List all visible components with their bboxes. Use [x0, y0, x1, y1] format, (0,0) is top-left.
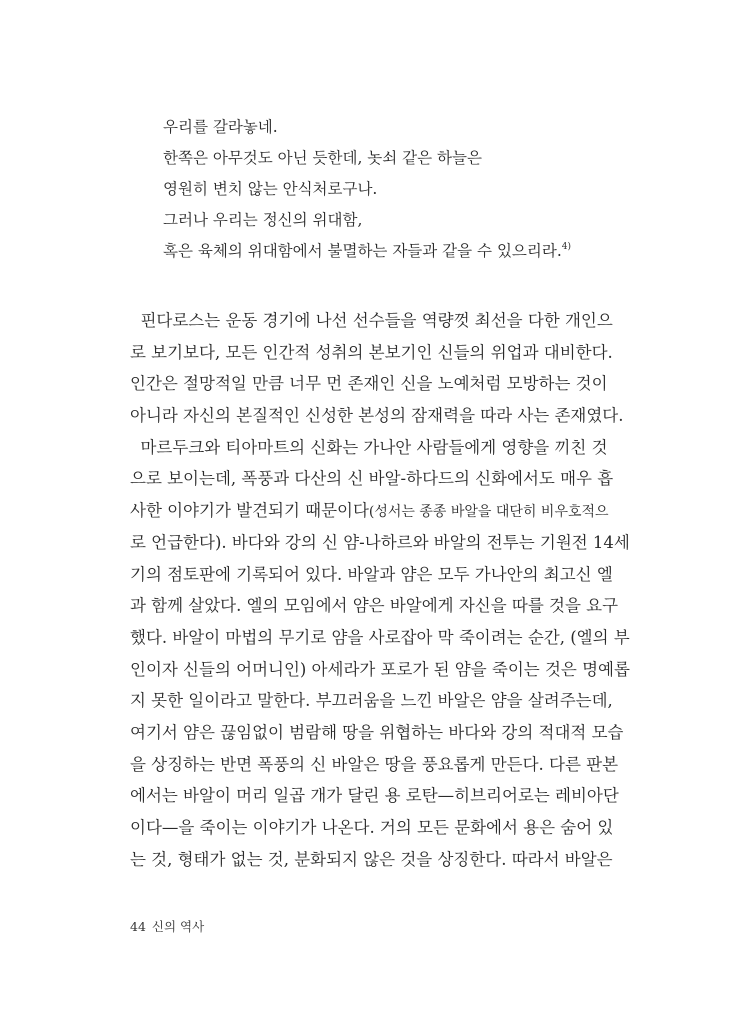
- poem-line: 영원히 변치 않는 안식처로구나.: [163, 180, 378, 198]
- poem-line-text: 혹은 육체의 위대함에서 불멸하는 자들과 같을 수 있으리라.: [163, 242, 562, 260]
- text-line: 에서는 바알이 머리 일곱 개가 달린 용 로탄—히브리어로는 레비아단: [130, 786, 619, 806]
- running-title: 신의 역사: [151, 919, 205, 934]
- text-line: 인간은 절망적일 만큼 너무 먼 존재인 신을 노예처럼 모방하는 것이: [130, 374, 608, 394]
- text-line-with-aside: [130, 495, 609, 527]
- poem-line: 한쪽은 아무것도 아닌 듯한데, 놋쇠 같은 하늘은: [163, 149, 482, 167]
- text-line: 핀다로스는 운동 경기에 나선 선수들을 역량껏 최선을 다한 개인으: [130, 311, 613, 330]
- parenthetical-aside: (성서는 종종 바알을 대단히 비우호적으: [368, 504, 609, 521]
- text-line: 는 것, 형태가 없는 것, 분화되지 않은 것을 상징한다. 따라서 바알은: [130, 849, 613, 869]
- text-line: 으로 보이는데, 폭풍과 다산의 신 바알-하다드의 신화에서도 매우 흡: [130, 469, 614, 489]
- text-line: 아니라 자신의 본질적인 신성한 본성의 잠재력을 따라 사는 존재였다.: [130, 406, 624, 426]
- footnote-ref: 4): [561, 242, 572, 252]
- page-footer: [130, 917, 210, 935]
- text-line: 로 보기보다, 모든 인간적 성취의 본보기인 신들의 위업과 대비한다.: [130, 342, 613, 362]
- text-line: 이다—을 죽이는 이야기가 나온다. 거의 모든 문화에서 용은 숨어 있: [130, 818, 614, 837]
- text-line: 했다. 바알이 마법의 무기로 얌을 사로잡아 막 죽이려는 순간, (엘의 부: [130, 627, 630, 647]
- text-line: 마르두크와 티아마트의 신화는 가나안 사람들에게 영향을 끼친 것: [130, 437, 608, 457]
- text-line: 을 상징하는 반면 폭풍의 신 바알은 땅을 풍요롭게 만든다. 다른 판본: [130, 754, 619, 774]
- text-segment: 사한 이야기가 발견되기 때문이다: [130, 501, 369, 521]
- poem-line: 그러나 우리는 정신의 위대함,: [163, 211, 363, 229]
- poem-excerpt: [163, 112, 571, 267]
- text-line: 지 못한 일이라고 말한다. 부끄러움을 느낀 바알은 얌을 살려주는데,: [130, 691, 613, 711]
- body-text: [130, 305, 630, 875]
- page-number: 44: [130, 919, 146, 934]
- poem-line: 우리를 갈라놓네.: [163, 118, 278, 136]
- poem-line-last: [163, 236, 571, 267]
- text-line: 여기서 얌은 끊임없이 범람해 땅을 위협하는 바다와 강의 적대적 모습: [130, 722, 624, 742]
- text-line: 과 함께 살았다. 엘의 모임에서 얌은 바알에게 자신을 따를 것을 요구: [130, 596, 619, 616]
- text-line: 로 언급한다). 바다와 강의 신 얌-나하르와 바알의 전투는 기원전 14세: [130, 532, 630, 552]
- text-line: 기의 점토판에 기록되어 있다. 바알과 얌은 모두 가나안의 최고신 엘: [130, 564, 613, 584]
- text-line: 인이자 신들의 어머니인) 아세라가 포로가 된 얌을 죽이는 것은 명예롭: [130, 659, 630, 679]
